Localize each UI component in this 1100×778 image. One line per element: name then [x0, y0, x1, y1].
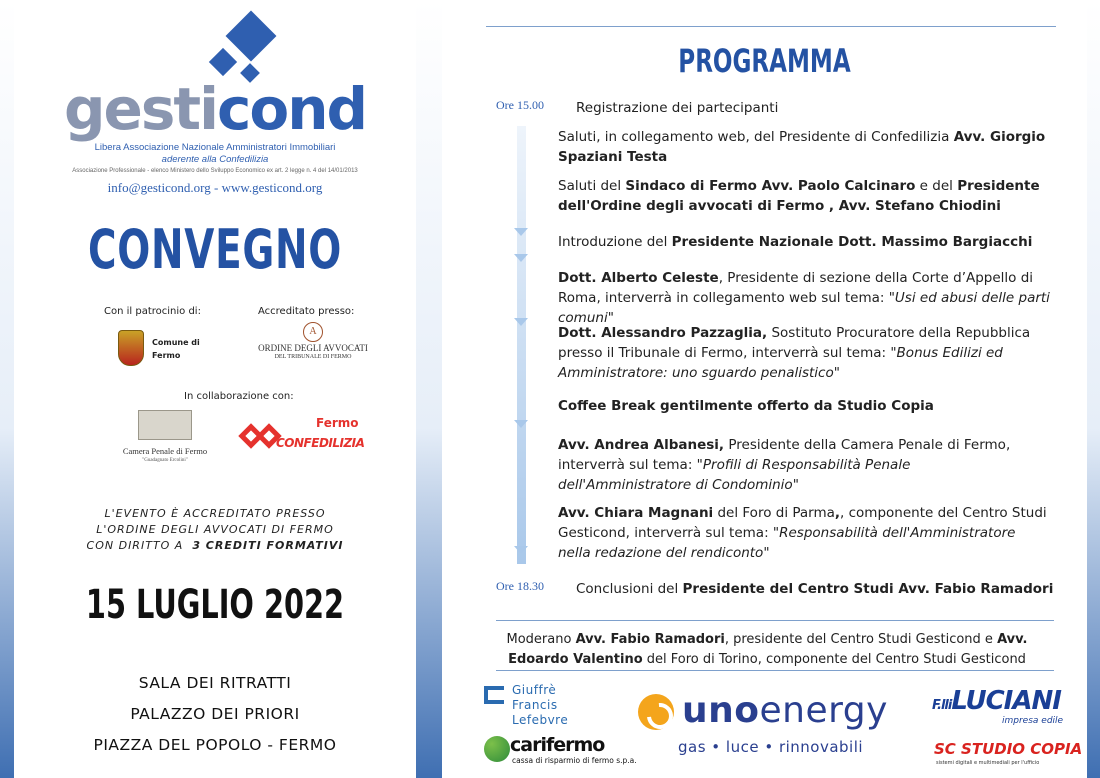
comune-label: Comune di Fermo — [152, 338, 200, 360]
luciani-name: F.lliLUCIANI — [932, 686, 1061, 716]
event-title: CONVEGNO — [87, 218, 343, 281]
event-date: 15 LUGLIO 2022 — [85, 582, 345, 628]
studio-copia-name: SC STUDIO COPIA — [934, 740, 1083, 758]
giuffre-logo-icon — [484, 686, 504, 704]
programma-title: PROGRAMMA — [678, 42, 851, 80]
saluti-sindaco-item: Saluti del Sindaco di Fermo Avv. Paolo Calcinaro e del Presidente dell'Ordine degli avvocati di Fermo , Avv. Stefano Chiodini — [558, 178, 1040, 214]
accreditato-label: Accreditato presso: — [258, 306, 355, 317]
confedilizia-name: CONFEDILIZIA — [276, 436, 365, 450]
venue-line-3: PIAZZA DEL POPOLO - FERMO — [93, 736, 337, 754]
sponsor-divider — [496, 670, 1054, 671]
unoenergy-name: unoenergy — [682, 690, 888, 731]
unoenergy-logo-icon — [638, 694, 674, 730]
comune-crest-icon — [118, 330, 144, 366]
ordine-emblem-icon: A — [303, 322, 323, 342]
logo-subtagline: aderente alla Confedilizia — [161, 154, 269, 165]
pazzaglia-item: Dott. Alessandro Pazzaglia, Sostituto Procuratore della Repubblica presso il Tribunale di Fermo, interverrà sul tema: "Bonus Edilizi ed Amministratore: uno sguardo penalistico" — [558, 325, 1031, 381]
albanesi-item: Avv. Andrea Albanesi, Presidente della Camera Penale di Fermo, interverrà sul tema: "Profili di Responsabilità Penale dell'Amministratore di Condominio" — [558, 437, 1011, 493]
timeline-arrow-icon — [514, 254, 528, 262]
carifermo-name: carifermo — [510, 734, 605, 756]
unoenergy-tagline: gas • luce • rinnovabili — [678, 738, 864, 756]
venue-line-2: PALAZZO DEI PRIORI — [130, 705, 300, 723]
venue-line-1: SALA DEI RITRATTI — [138, 674, 292, 692]
carifermo-sub: cassa di risparmio di fermo s.p.a. — [512, 756, 637, 765]
moderano-note: Moderano Avv. Fabio Ramadori, presidente del Centro Studi Gesticond e Avv. Edoardo Valentino del Foro di Torino, componente del Centro Studi Gesticond — [506, 632, 1028, 667]
time-start: Ore 15.00 — [496, 98, 544, 112]
introduzione-item: Introduzione del Presidente Nazionale Dott. Massimo Bargiacchi — [558, 234, 1033, 250]
timeline-arrow-icon — [514, 546, 528, 554]
giuffre-logo-text: Giuffrè Francis Lefebvre — [512, 683, 569, 727]
timeline-arrow-icon — [514, 228, 528, 236]
saluti-confedilizia-item: Saluti, in collegamento web, del Presidente di Confedilizia Avv. Giorgio Spaziani Testa — [558, 129, 1046, 165]
patrocinio-label: Con il patrocinio di: — [104, 306, 201, 317]
left-panel — [14, 0, 416, 778]
carifermo-clover-icon — [484, 736, 510, 762]
right-panel — [442, 0, 1087, 778]
confedilizia-city: Fermo — [316, 416, 359, 430]
timeline-bar — [517, 126, 526, 564]
collaborazione-label: In collaborazione con: — [184, 391, 294, 402]
camera-penale-label: Camera Penale di Fermo — [122, 446, 208, 456]
gesticond-logo-wordmark: gesticond — [63, 75, 367, 143]
celeste-item: Dott. Alberto Celeste, Presidente di sezione della Corte d’Appello di Roma, interverrà in collegamento web sul tema: "Usi ed abusi delle parti comuni" — [558, 270, 1050, 326]
magnani-item: Avv. Chiara Magnani del Foro di Parma,, componente del Centro Studi Gesticond, interverrà sul tema: "Responsabilità dell'Amministratore nella redazione del rendiconto" — [558, 505, 1047, 561]
studio-copia-sub: sistemi digitali e multimediali per l'ufficio — [936, 760, 1040, 766]
camera-penale-sublabel: "Guadagnato Ercolini" — [142, 458, 188, 463]
logo-tagline: Libera Associazione Nazionale Amministratori Immobiliari — [94, 142, 336, 153]
accreditation-note: L'EVENTO È ACCREDITATO PRESSO L'ORDINE DEGLI AVVOCATI DI FERMO CON DIRITTO A 3 CREDITI FORMATIVI — [86, 507, 344, 552]
contacts[interactable]: info@gesticond.org - www.gesticond.org — [107, 180, 323, 195]
top-divider — [486, 26, 1056, 27]
logo-legal-note: Associazione Professionale - elenco Ministero dello Sviluppo Economico ex art. 2 legge n. 4 del 14/01/2013 — [72, 168, 358, 174]
camera-penale-building-icon — [138, 410, 192, 440]
registrazione-item: Registrazione dei partecipanti — [576, 100, 779, 116]
bottom-divider — [496, 620, 1054, 621]
timeline-arrow-icon — [514, 420, 528, 428]
time-end: Ore 18.30 — [496, 579, 544, 593]
coffee-break-item: Coffee Break gentilmente offerto da Studio Copia — [558, 398, 934, 414]
ordine-label: ORDINE DEGLI AVVOCATI DEL TRIBUNALE DI FERMO — [258, 343, 368, 360]
conclusioni-item: Conclusioni del Presidente del Centro Studi Avv. Fabio Ramadori — [576, 581, 1054, 597]
luciani-sub: impresa edile — [1002, 716, 1064, 726]
timeline-arrow-icon — [514, 318, 528, 326]
